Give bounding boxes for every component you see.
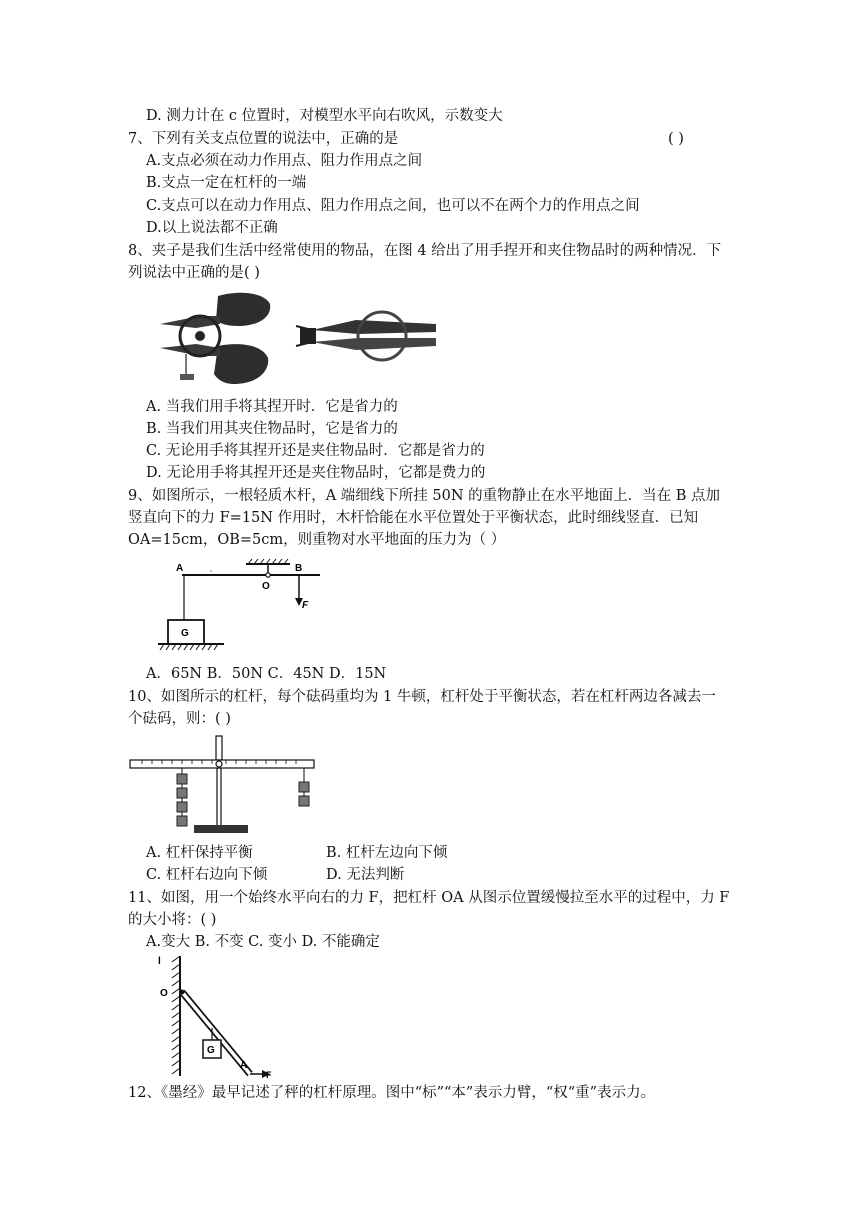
q8-option-d: D. 无论用手将其捏开还是夹住物品时，它都是费力的 <box>146 465 486 481</box>
q8-option-b: B. 当我们用其夹住物品时，它是省力的 <box>146 421 398 437</box>
q8-stem-line1: 8、夹子是我们生活中经常使用的物品，在图 4 给出了用手捏开和夹住物品时的两种情况．下 <box>128 243 722 259</box>
q8-option-a: A. 当我们用手将其捏开时．它是省力的 <box>146 399 398 415</box>
q11-stem-line1: 11、如图，用一个始终水平向右的力 F，把杠杆 OA 从图示位置缓慢拉至水平的过程中，力 F <box>128 890 730 906</box>
q6-option-d: D. 测力计在 c 位置时，对模型水平向右吹风，示数变大 <box>146 108 503 124</box>
clip-pressed-open-photo <box>160 293 270 384</box>
q9-label-b: B <box>295 563 303 574</box>
q7-option-c: C.支点可以在动力作用点、阻力作用点之间，也可以不在两个力的作用点之间 <box>146 198 640 214</box>
q7-stem: 7、下列有关支点位置的说法中，正确的是 <box>128 131 399 147</box>
q9-stem-line3: OA=15cm，OB=5cm，则重物对水平地面的压力为（ ） <box>128 532 506 548</box>
q9-stem-line2: 竖直向下的力 F=15N 作用时，木杆恰能在水平位置处于平衡状态，此时细线竖直．已知 <box>128 510 699 526</box>
clip-holding-object-photo <box>296 312 436 360</box>
q10-option-b: B. 杠杆左边向下倾 <box>326 845 448 861</box>
q9-options: A．65N B．50N C．45N D．15N <box>146 666 387 682</box>
q9-label-o: O <box>262 581 270 592</box>
q9-lever-figure <box>156 558 326 654</box>
q11-options: A.变大 B. 不变 C. 变小 D. 不能确定 <box>146 934 380 950</box>
q7-option-d: D.以上说法都不正确 <box>146 220 278 236</box>
q8-option-c: C. 无论用手将其捏开还是夹住物品时．它都是省力的 <box>146 443 485 459</box>
q8-stem-line2: 列说法中正确的是( ) <box>128 265 260 281</box>
q10-balance-figure <box>128 734 318 838</box>
q11-label-g: G <box>207 1045 215 1056</box>
q10-option-c: C. 杠杆右边向下倾 <box>146 867 268 883</box>
q9-label-a: A <box>176 563 184 574</box>
q11-label-f: F <box>266 1070 272 1078</box>
q7-answer-paren: ( ) <box>668 131 684 147</box>
q7-option-b: B.支点一定在杠杆的一端 <box>146 175 307 191</box>
q12-stem: 12、《墨经》最早记述了秤的杠杆原理。图中“标”“本”表示力臂，“权“重”表示力。 <box>128 1085 656 1101</box>
q11-stem-line2: 的大小将：( ) <box>128 912 217 928</box>
q9-label-g: G <box>181 628 189 639</box>
q11-label-o: O <box>160 988 168 999</box>
svg-text:-: - <box>210 568 213 575</box>
q11-label-l: l <box>158 956 161 967</box>
q9-label-f: F <box>302 600 309 611</box>
q10-stem-line1: 10、如图所示的杠杆，每个砝码重均为 1 牛顿，杠杆处于平衡状态，若在杠杆两边各减去一 <box>128 689 716 705</box>
q9-stem-line1: 9、如图所示，一根轻质木杆，A 端细线下所挂 50N 的重物静止在水平地面上．当在 B 点加 <box>128 488 721 504</box>
q10-option-a: A. 杠杆保持平衡 <box>146 845 253 861</box>
q10-option-d: D. 无法判断 <box>326 867 405 883</box>
q7-option-a: A.支点必须在动力作用点、阻力作用点之间 <box>146 153 423 169</box>
q8-clip-figure <box>156 290 438 386</box>
q11-lever-figure <box>156 954 276 1078</box>
q11-label-a: A <box>240 1060 248 1071</box>
q10-stem-line2: 个砝码，则：( ) <box>128 711 231 727</box>
